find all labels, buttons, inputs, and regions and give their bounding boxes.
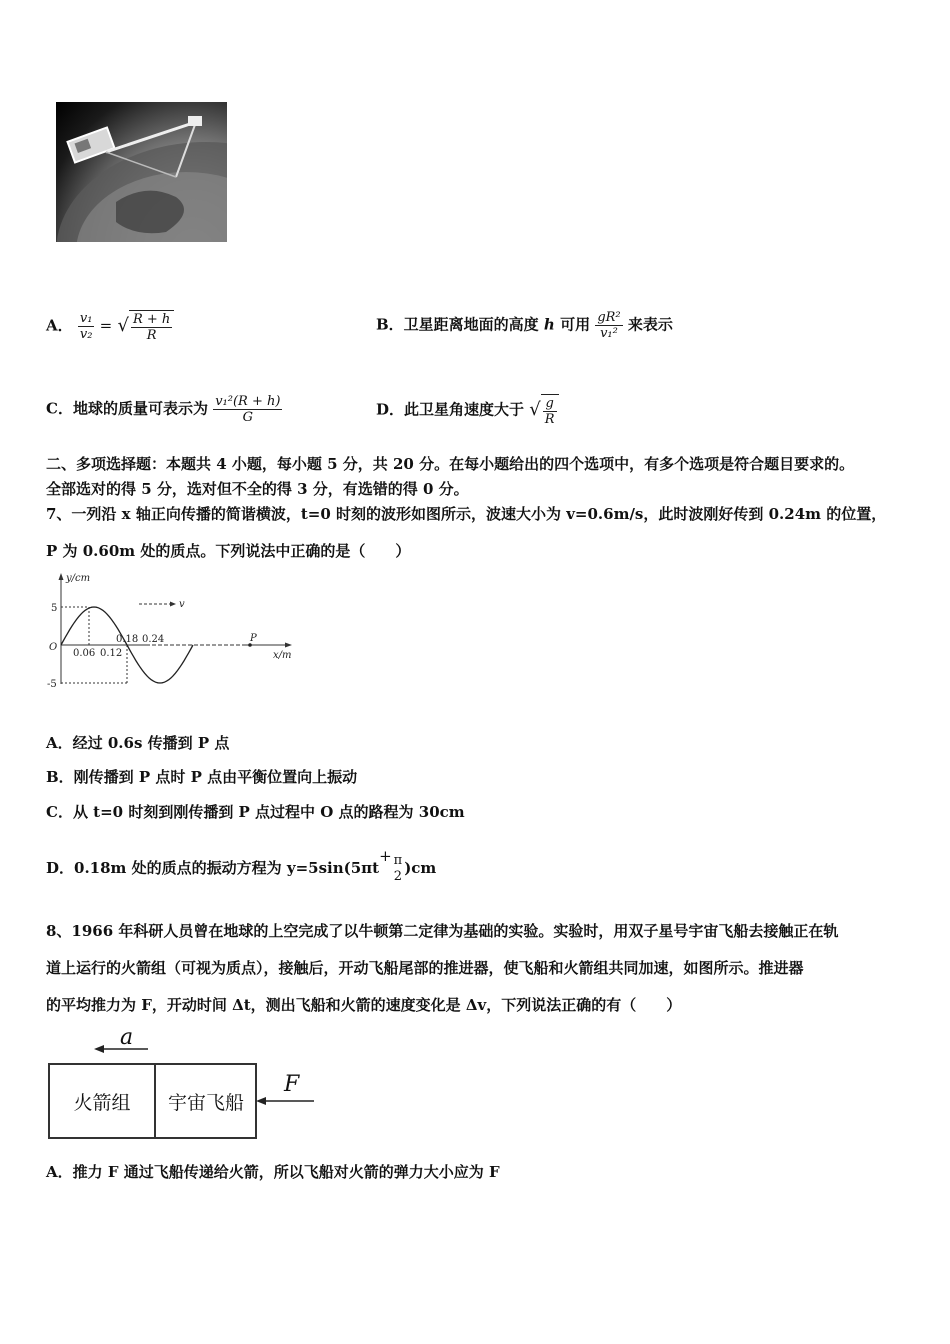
fraction-numerator: g bbox=[543, 396, 557, 412]
y-tick-5: 5 bbox=[51, 603, 58, 614]
x-axis-label: x/m bbox=[273, 650, 292, 661]
q6-option-d bbox=[376, 394, 559, 427]
force-label: F bbox=[284, 1072, 300, 1097]
q6-option-a-fraction bbox=[78, 311, 95, 342]
p-point-label: P bbox=[250, 633, 257, 644]
sqrt-icon: √ bbox=[117, 315, 129, 336]
left-arrow-icon bbox=[256, 1097, 266, 1105]
origin-label: O bbox=[49, 642, 58, 653]
q6-option-d-label: D．此卫星角速度大于 bbox=[376, 400, 525, 419]
variable-h: h bbox=[543, 315, 555, 334]
fraction-numerator: gR² bbox=[597, 310, 621, 325]
y-tick-neg5: -5 bbox=[47, 679, 57, 690]
q7-option-a: A．经过 0.6s 传播到 P 点 bbox=[46, 734, 230, 752]
y-axis-arrow-icon bbox=[59, 573, 64, 580]
q6-option-b bbox=[376, 310, 673, 341]
radicand-fraction bbox=[131, 312, 172, 343]
q7-option-d-post: )cm bbox=[404, 859, 437, 877]
section2-line2: 全部选对的得 5 分，选对但不全的得 3 分，有选错的得 0 分。 bbox=[46, 480, 469, 498]
rocket-group-box: 火箭组 bbox=[50, 1065, 156, 1137]
q6-option-c-fraction bbox=[213, 394, 282, 425]
spaceship-box: 宇宙飞船 bbox=[167, 1091, 244, 1114]
q6-option-c bbox=[46, 394, 282, 425]
satellite-photo bbox=[56, 102, 227, 242]
fraction-numerator: v₁²(R + h) bbox=[215, 394, 281, 409]
rocket-ship-diagram bbox=[48, 1063, 257, 1139]
q8-stem-line1: 8、1966 年科研人员曾在地球的上空完成了以牛顿第二定律为基础的实验。实验时，用双子星号宇宙飞船去接触正在轨 bbox=[46, 922, 839, 940]
q7-option-d-pre: D．0.18m 处的质点的振动方程为 y=5sin(5πt bbox=[46, 859, 380, 877]
acceleration-label: a bbox=[120, 1025, 134, 1050]
x-tick-024: 0.24 bbox=[142, 634, 165, 645]
sqrt-icon: √ bbox=[529, 399, 541, 420]
q6-option-b-tail: 来表示 bbox=[627, 315, 673, 334]
force-arrow bbox=[256, 1095, 316, 1107]
section2-line1: 二、多项选择题：本题共 4 小题，每小题 5 分，共 20 分。在每小题给出的四个选项中，有多个选项是符合题目要求的。 bbox=[46, 455, 855, 473]
q7-stem-line1: 7、一列沿 x 轴正向传播的简谐横波，t=0 时刻的波形如图所示，波速大小为 v=0.6m/s，此时波刚好传到 0.24m 的位置， bbox=[46, 505, 887, 523]
q6-option-b-label: B．卫星距离地面的高度 bbox=[376, 315, 539, 334]
x-tick-012: 0.12 bbox=[100, 648, 123, 659]
fraction-denominator: v₂ bbox=[79, 327, 93, 342]
plus-sign: + bbox=[379, 847, 392, 865]
q7-wave-chart bbox=[44, 570, 294, 690]
q6-option-c-label: C．地球的质量可表示为 bbox=[46, 399, 208, 418]
q8-stem-line3: 的平均推力为 F，开动时间 Δt，测出飞船和火箭的速度变化是 Δv，下列说法正确的有（ ） bbox=[46, 996, 682, 1014]
q6-option-d-sqrt bbox=[529, 394, 558, 427]
fraction-numerator: v₁ bbox=[79, 311, 93, 326]
q8-option-a: A．推力 F 通过飞船传递给火箭，所以飞船对火箭的弹力大小应为 F bbox=[46, 1163, 500, 1181]
q6-option-a bbox=[46, 310, 174, 343]
fraction-denominator: R bbox=[146, 328, 157, 343]
radicand-fraction bbox=[543, 396, 557, 427]
q7-option-c: C．从 t=0 时刻到刚传播到 P 点过程中 O 点的路程为 30cm bbox=[46, 803, 465, 821]
fraction-denominator: R bbox=[544, 412, 555, 427]
left-arrow-icon bbox=[94, 1045, 104, 1053]
q6-option-a-sqrt bbox=[117, 310, 174, 343]
fraction-denominator: v₁² bbox=[600, 326, 618, 341]
q8-stem-line2: 道上运行的火箭组（可视为质点），接触后，开动飞船尾部的推进器，使飞船和火箭组共同加速，如图所示。推进器 bbox=[46, 959, 804, 977]
fraction-numerator: R + h bbox=[132, 312, 171, 327]
q7-stem-line2: P 为 0.60m 处的质点。下列说法中正确的是（ ） bbox=[46, 542, 411, 560]
q6-option-b-mid: 可用 bbox=[560, 315, 591, 334]
x-tick-018: 0.18 bbox=[116, 634, 139, 645]
equals-sign: = bbox=[99, 316, 113, 335]
x-axis-arrow-icon bbox=[285, 643, 292, 648]
q7-option-d-fraction bbox=[392, 853, 405, 885]
fraction-denominator: 2 bbox=[393, 869, 403, 884]
x-tick-006: 0.06 bbox=[73, 648, 96, 659]
q7-option-b: B．刚传播到 P 点时 P 点由平衡位置向上振动 bbox=[46, 768, 358, 786]
q7-option-d bbox=[46, 848, 436, 888]
y-axis-label: y/cm bbox=[66, 573, 91, 584]
velocity-arrow-icon bbox=[170, 602, 176, 607]
satellite-illustration bbox=[56, 102, 227, 242]
velocity-label: v bbox=[179, 599, 185, 610]
fraction-denominator: G bbox=[242, 410, 253, 425]
q6-option-b-fraction bbox=[595, 310, 622, 341]
acceleration-arrow bbox=[94, 1043, 150, 1055]
fraction-numerator: π bbox=[393, 853, 403, 868]
q6-option-a-label: A． bbox=[46, 316, 73, 335]
